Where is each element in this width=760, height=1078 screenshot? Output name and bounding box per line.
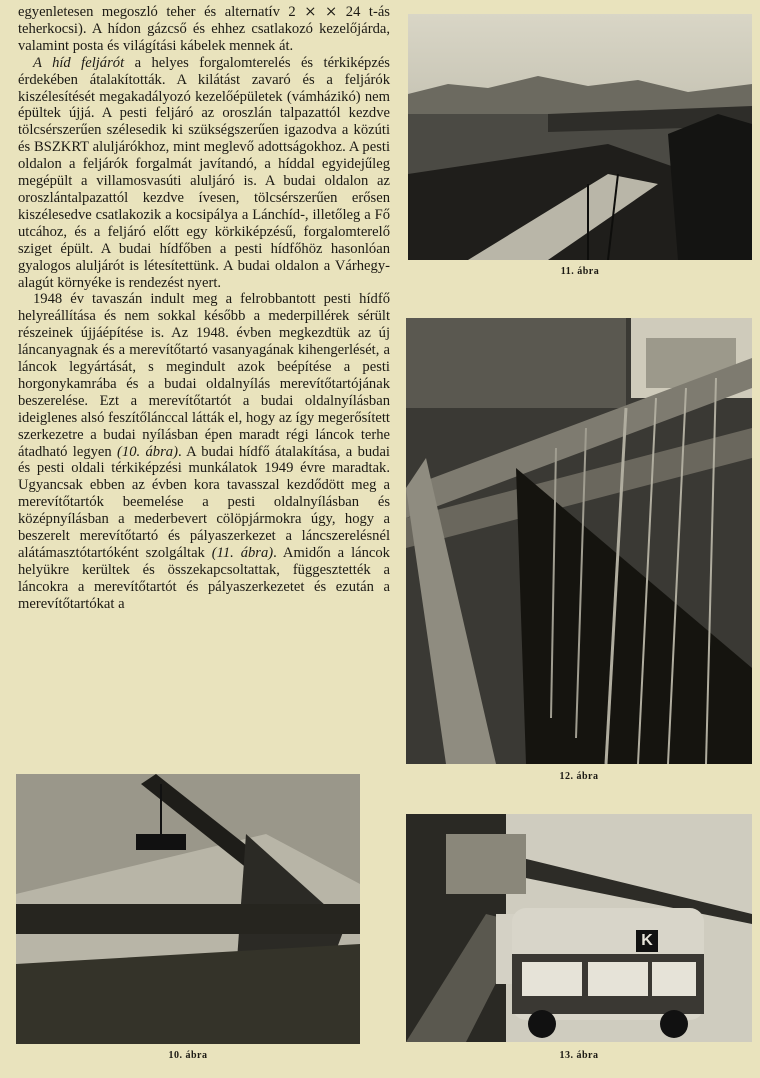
caption-figure-13: 13. ábra (559, 1050, 599, 1061)
figure-ref-10: (10. ábra) (117, 443, 178, 460)
photo-bus-on-bridge-image (406, 814, 752, 1042)
photo-figure-11 (408, 14, 752, 260)
caption-figure-12: 12. ábra (559, 771, 599, 782)
article-text-column (18, 4, 390, 613)
paragraph-bridge-approach (18, 55, 390, 292)
photo-figure-13 (406, 814, 752, 1042)
paragraph-1948-part-b: . A budai hídfő átalakítása, a budai és pesti oldali térkiképzési munkálatok 1949 évre maradtak. Ugyancsak ebben az évben kora tavasszal kezdődött meg a merevítőtartók beemelése a pesti oldalnyílásban és középnyílásban a mederbevert cölöpjármokra úgy, hogy a beszerelt merevítőtartó és pályaszerkezet a láncszerelésnél alátámasztótartóként szolgáltak (18, 443, 390, 561)
paragraph-lead-italic: A híd feljárót (33, 54, 125, 71)
photo-bridge-construction-image (406, 318, 752, 764)
paragraph-approach-body: a helyes forgalomterelés és térkiképzés érdekében átalakították. A kilátást zavaró és a feljárók kiszélesítését megakadályozó kezelőépületek (vámházikó) nem épültek újjá. A pesti feljáró az oroszlán talpazattól kezdve tölcsérszerűen szélesedik ki szükségszerűen igazodva a közúti és BSZKRT aluljárókhoz, mint meglevő adottságokhoz. A pesti oldalon a feljárók forgalmát javítandó, a híddal egyidejűleg megépült a villamosvasúti aluljáró is. A budai oldalon az oroszlántalpazattól kezdve ívesen, tölcsérszerűen erősen kiszélesedve csatlakozik a kocsipálya a Lánchíd-, illetőleg a Fő utcához, és a feljáró előtt egy körkiképzésű, forgalomterelő sziget épült. A budai hídfőben a pesti hídfőhöz hasonlóan gyalogos aluljárót is létesítettünk. A budai oldalon a Várhegy-alagút környéke is rendezést nyert. (18, 54, 390, 291)
paragraph-load-description: egyenletesen megoszló teher és alternatív 2 ⨯ ⨯ 24 t-ás teherkocsi). A hídon gázcső és ehhez csatlakozó kezelőjárda, valamint posta és világítási kábelek mennek át. (18, 4, 390, 54)
photo-figure-10 (16, 774, 360, 1044)
figure-ref-11: (11. ábra) (211, 545, 274, 561)
paragraph-reconstruction-1948 (18, 291, 390, 612)
photo-river-view-image (408, 14, 752, 260)
photo-crane-image (16, 774, 360, 1044)
bus-route-sign: K (636, 930, 658, 952)
caption-figure-11: 11. ábra (560, 266, 600, 277)
caption-figure-10: 10. ábra (168, 1050, 208, 1061)
photo-figure-12 (406, 318, 752, 764)
paragraph-1948-part-a: 1948 év tavaszán indult meg a felrobbantott pesti hídfő helyreállítása és nem sokkal később a mederpillérek sérült részeinek újjáépítése is. Az 1948. évben megkezdtük az új láncanyagnak és a merevítőtartó vasanyagának kihengerlését, a láncok legyártását, s megindult azok beépítése a pesti horgonykamrába és a budai oldalnyílás merevítőtartójának beszerelése. Ezt a merevítőtartót a budai oldalnyílásban ideiglenes alsó feszítőlánccal látták el, hogy az így megerősített szerkezetre a budai nyílásban épen maradt régi láncok terhe átadható legyen (18, 291, 390, 460)
paragraph-1948-part-c: . Amidőn a láncok helyükre kerültek és összekapcsoltattak, függesztették a láncokra a merevítőtartót és pályaszerkezetet és ezután a merevítőtartókat a (18, 545, 390, 612)
